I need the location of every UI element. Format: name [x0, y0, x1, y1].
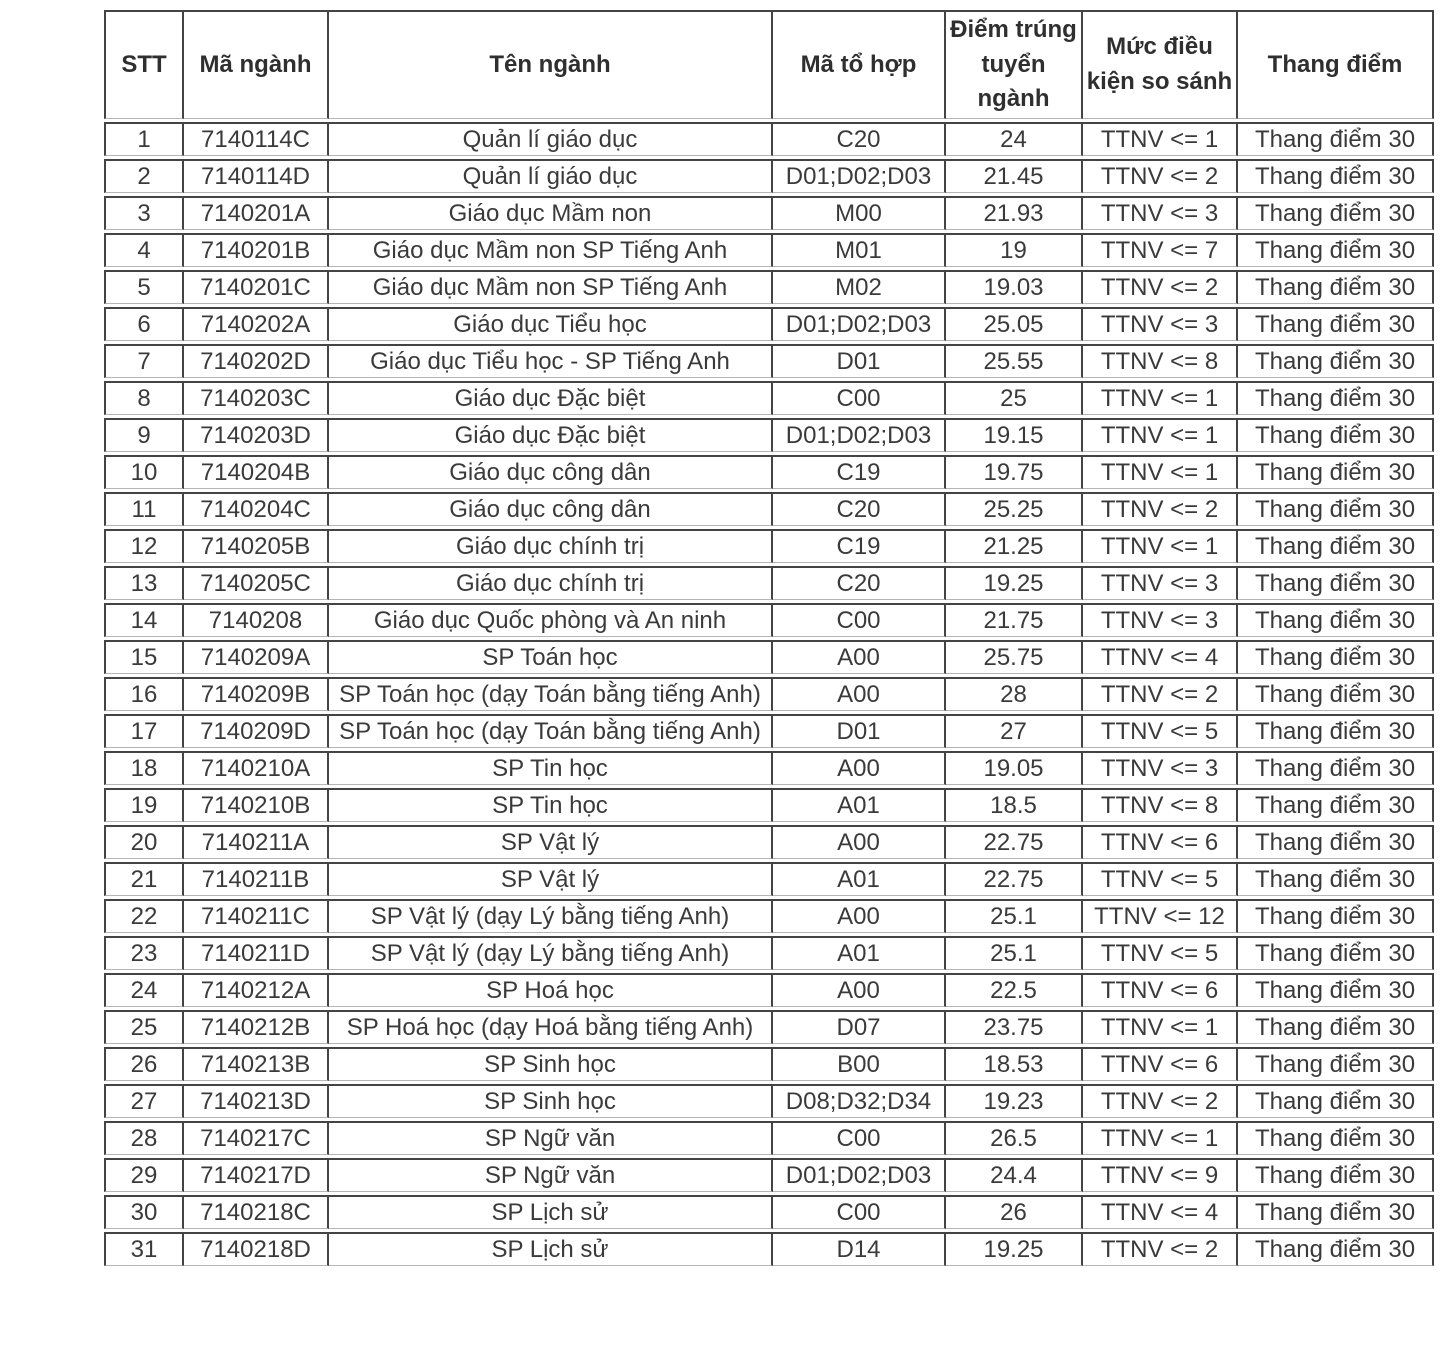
cell-stt: 11	[104, 492, 184, 526]
cell-stt: 10	[104, 455, 184, 489]
cell-ma-nganh: 7140211C	[184, 899, 329, 933]
cell-ma-nganh: 7140217D	[184, 1158, 329, 1192]
cell-diem: 19.75	[946, 455, 1083, 489]
cell-diem: 25.1	[946, 936, 1083, 970]
table-row	[104, 270, 1434, 304]
cell-thang-diem: Thang điểm 30	[1238, 1010, 1434, 1044]
table-row	[104, 1047, 1434, 1081]
cell-muc-dieu-kien: TTNV <= 1	[1083, 455, 1238, 489]
cell-ma-to-hop: A01	[773, 788, 946, 822]
cell-ma-to-hop: A00	[773, 825, 946, 859]
cell-thang-diem: Thang điểm 30	[1238, 122, 1434, 156]
table-row	[104, 973, 1434, 1007]
cell-ma-nganh: 7140114C	[184, 122, 329, 156]
cell-ten-nganh: Giáo dục công dân	[329, 492, 773, 526]
cell-ma-nganh: 7140202A	[184, 307, 329, 341]
cell-ma-nganh: 7140211A	[184, 825, 329, 859]
cell-thang-diem: Thang điểm 30	[1238, 159, 1434, 193]
cell-diem: 25.25	[946, 492, 1083, 526]
table-row	[104, 899, 1434, 933]
header-ma-nganh: Mã ngành	[184, 10, 329, 119]
cell-diem: 22.5	[946, 973, 1083, 1007]
table-row	[104, 788, 1434, 822]
cell-stt: 2	[104, 159, 184, 193]
cell-ten-nganh: SP Lịch sử	[329, 1232, 773, 1266]
table-row	[104, 455, 1434, 489]
cell-ma-nganh: 7140205B	[184, 529, 329, 563]
table-row	[104, 640, 1434, 674]
cell-muc-dieu-kien: TTNV <= 1	[1083, 1010, 1238, 1044]
cell-ma-nganh: 7140213B	[184, 1047, 329, 1081]
cell-muc-dieu-kien: TTNV <= 1	[1083, 1121, 1238, 1155]
cell-thang-diem: Thang điểm 30	[1238, 788, 1434, 822]
cell-stt: 21	[104, 862, 184, 896]
table-row	[104, 418, 1434, 452]
table-header-row	[104, 10, 1434, 119]
cell-ma-nganh: 7140203C	[184, 381, 329, 415]
cell-muc-dieu-kien: TTNV <= 2	[1083, 159, 1238, 193]
admission-scores-table	[104, 7, 1434, 1269]
cell-ma-to-hop: A00	[773, 751, 946, 785]
cell-muc-dieu-kien: TTNV <= 2	[1083, 1232, 1238, 1266]
table-row	[104, 825, 1434, 859]
cell-ma-nganh: 7140209B	[184, 677, 329, 711]
table-row	[104, 529, 1434, 563]
cell-ma-to-hop: B00	[773, 1047, 946, 1081]
cell-diem: 18.5	[946, 788, 1083, 822]
cell-ma-nganh: 7140201C	[184, 270, 329, 304]
cell-diem: 19.25	[946, 566, 1083, 600]
cell-ma-nganh: 7140204C	[184, 492, 329, 526]
cell-ma-nganh: 7140213D	[184, 1084, 329, 1118]
cell-stt: 26	[104, 1047, 184, 1081]
cell-ten-nganh: Giáo dục Tiểu học	[329, 307, 773, 341]
cell-muc-dieu-kien: TTNV <= 5	[1083, 714, 1238, 748]
cell-ma-to-hop: C00	[773, 1121, 946, 1155]
header-thang-diem: Thang điểm	[1238, 10, 1434, 119]
cell-thang-diem: Thang điểm 30	[1238, 492, 1434, 526]
cell-ma-nganh: 7140212B	[184, 1010, 329, 1044]
cell-diem: 21.25	[946, 529, 1083, 563]
cell-ten-nganh: SP Hoá học	[329, 973, 773, 1007]
cell-diem: 22.75	[946, 862, 1083, 896]
cell-stt: 9	[104, 418, 184, 452]
cell-stt: 16	[104, 677, 184, 711]
cell-diem: 27	[946, 714, 1083, 748]
cell-stt: 7	[104, 344, 184, 378]
cell-stt: 5	[104, 270, 184, 304]
cell-stt: 27	[104, 1084, 184, 1118]
cell-ten-nganh: Giáo dục Đặc biệt	[329, 418, 773, 452]
cell-diem: 23.75	[946, 1010, 1083, 1044]
table-row	[104, 1195, 1434, 1229]
cell-ma-nganh: 7140114D	[184, 159, 329, 193]
cell-stt: 18	[104, 751, 184, 785]
cell-ma-to-hop: D08;D32;D34	[773, 1084, 946, 1118]
table-row	[104, 122, 1434, 156]
cell-ten-nganh: SP Toán học (dạy Toán bằng tiếng Anh)	[329, 677, 773, 711]
table-row	[104, 196, 1434, 230]
cell-diem: 21.75	[946, 603, 1083, 637]
cell-muc-dieu-kien: TTNV <= 2	[1083, 677, 1238, 711]
table-row	[104, 1232, 1434, 1266]
cell-ten-nganh: SP Lịch sử	[329, 1195, 773, 1229]
cell-thang-diem: Thang điểm 30	[1238, 603, 1434, 637]
cell-muc-dieu-kien: TTNV <= 4	[1083, 640, 1238, 674]
cell-ten-nganh: Quản lí giáo dục	[329, 159, 773, 193]
cell-ma-nganh: 7140209D	[184, 714, 329, 748]
cell-thang-diem: Thang điểm 30	[1238, 1047, 1434, 1081]
table-row	[104, 714, 1434, 748]
cell-thang-diem: Thang điểm 30	[1238, 233, 1434, 267]
cell-ma-to-hop: C00	[773, 603, 946, 637]
table-row	[104, 307, 1434, 341]
cell-ma-to-hop: C00	[773, 381, 946, 415]
cell-ma-nganh: 7140201B	[184, 233, 329, 267]
cell-ma-to-hop: M02	[773, 270, 946, 304]
cell-stt: 20	[104, 825, 184, 859]
cell-ten-nganh: SP Toán học (dạy Toán bằng tiếng Anh)	[329, 714, 773, 748]
cell-stt: 19	[104, 788, 184, 822]
cell-muc-dieu-kien: TTNV <= 2	[1083, 270, 1238, 304]
cell-muc-dieu-kien: TTNV <= 3	[1083, 196, 1238, 230]
cell-muc-dieu-kien: TTNV <= 1	[1083, 529, 1238, 563]
cell-ma-nganh: 7140203D	[184, 418, 329, 452]
cell-muc-dieu-kien: TTNV <= 4	[1083, 1195, 1238, 1229]
cell-stt: 3	[104, 196, 184, 230]
cell-muc-dieu-kien: TTNV <= 6	[1083, 1047, 1238, 1081]
cell-ten-nganh: SP Tin học	[329, 751, 773, 785]
cell-diem: 19.03	[946, 270, 1083, 304]
cell-ma-to-hop: D01;D02;D03	[773, 1158, 946, 1192]
cell-diem: 22.75	[946, 825, 1083, 859]
cell-stt: 22	[104, 899, 184, 933]
cell-ten-nganh: Giáo dục Đặc biệt	[329, 381, 773, 415]
cell-thang-diem: Thang điểm 30	[1238, 529, 1434, 563]
table-row	[104, 492, 1434, 526]
cell-diem: 21.93	[946, 196, 1083, 230]
cell-ma-to-hop: D01;D02;D03	[773, 418, 946, 452]
table-row	[104, 677, 1434, 711]
table-row	[104, 751, 1434, 785]
cell-stt: 29	[104, 1158, 184, 1192]
cell-muc-dieu-kien: TTNV <= 3	[1083, 566, 1238, 600]
cell-ma-nganh: 7140204B	[184, 455, 329, 489]
cell-ten-nganh: SP Hoá học (dạy Hoá bằng tiếng Anh)	[329, 1010, 773, 1044]
cell-ma-nganh: 7140212A	[184, 973, 329, 1007]
cell-thang-diem: Thang điểm 30	[1238, 455, 1434, 489]
cell-stt: 17	[104, 714, 184, 748]
table-body	[104, 122, 1434, 1266]
cell-thang-diem: Thang điểm 30	[1238, 899, 1434, 933]
cell-ma-to-hop: D01	[773, 714, 946, 748]
cell-muc-dieu-kien: TTNV <= 5	[1083, 936, 1238, 970]
cell-ma-nganh: 7140202D	[184, 344, 329, 378]
cell-ma-to-hop: D01	[773, 344, 946, 378]
cell-ten-nganh: SP Sinh học	[329, 1084, 773, 1118]
cell-thang-diem: Thang điểm 30	[1238, 677, 1434, 711]
cell-stt: 28	[104, 1121, 184, 1155]
cell-diem: 19	[946, 233, 1083, 267]
cell-muc-dieu-kien: TTNV <= 8	[1083, 344, 1238, 378]
cell-ma-to-hop: M00	[773, 196, 946, 230]
table-row	[104, 1121, 1434, 1155]
cell-ten-nganh: Giáo dục Tiểu học - SP Tiếng Anh	[329, 344, 773, 378]
cell-diem: 25.55	[946, 344, 1083, 378]
header-stt: STT	[104, 10, 184, 119]
cell-diem: 25.1	[946, 899, 1083, 933]
table-row	[104, 1010, 1434, 1044]
cell-muc-dieu-kien: TTNV <= 5	[1083, 862, 1238, 896]
cell-ten-nganh: SP Ngữ văn	[329, 1158, 773, 1192]
cell-thang-diem: Thang điểm 30	[1238, 418, 1434, 452]
cell-thang-diem: Thang điểm 30	[1238, 307, 1434, 341]
cell-ma-to-hop: C19	[773, 529, 946, 563]
cell-diem: 26.5	[946, 1121, 1083, 1155]
table-row	[104, 344, 1434, 378]
cell-ma-to-hop: A01	[773, 936, 946, 970]
cell-muc-dieu-kien: TTNV <= 2	[1083, 1084, 1238, 1118]
cell-ma-nganh: 7140211D	[184, 936, 329, 970]
table-row	[104, 1084, 1434, 1118]
cell-diem: 21.45	[946, 159, 1083, 193]
cell-ma-to-hop: D01;D02;D03	[773, 159, 946, 193]
cell-thang-diem: Thang điểm 30	[1238, 751, 1434, 785]
table-row	[104, 1158, 1434, 1192]
cell-ma-to-hop: D01;D02;D03	[773, 307, 946, 341]
cell-diem: 18.53	[946, 1047, 1083, 1081]
cell-muc-dieu-kien: TTNV <= 3	[1083, 603, 1238, 637]
cell-stt: 13	[104, 566, 184, 600]
cell-thang-diem: Thang điểm 30	[1238, 196, 1434, 230]
cell-ten-nganh: SP Vật lý	[329, 862, 773, 896]
cell-thang-diem: Thang điểm 30	[1238, 1084, 1434, 1118]
table-row	[104, 381, 1434, 415]
cell-ma-nganh: 7140210A	[184, 751, 329, 785]
cell-muc-dieu-kien: TTNV <= 6	[1083, 973, 1238, 1007]
cell-ten-nganh: Quản lí giáo dục	[329, 122, 773, 156]
cell-muc-dieu-kien: TTNV <= 9	[1083, 1158, 1238, 1192]
cell-diem: 25.75	[946, 640, 1083, 674]
table-row	[104, 936, 1434, 970]
table-row	[104, 566, 1434, 600]
cell-stt: 4	[104, 233, 184, 267]
cell-thang-diem: Thang điểm 30	[1238, 862, 1434, 896]
cell-stt: 14	[104, 603, 184, 637]
cell-thang-diem: Thang điểm 30	[1238, 566, 1434, 600]
cell-ma-to-hop: C20	[773, 122, 946, 156]
table-row	[104, 233, 1434, 267]
header-ten-nganh: Tên ngành	[329, 10, 773, 119]
cell-stt: 6	[104, 307, 184, 341]
cell-ten-nganh: Giáo dục chính trị	[329, 566, 773, 600]
cell-diem: 19.25	[946, 1232, 1083, 1266]
cell-stt: 15	[104, 640, 184, 674]
cell-ma-to-hop: A01	[773, 862, 946, 896]
cell-diem: 24	[946, 122, 1083, 156]
cell-ma-nganh: 7140217C	[184, 1121, 329, 1155]
cell-muc-dieu-kien: TTNV <= 6	[1083, 825, 1238, 859]
cell-thang-diem: Thang điểm 30	[1238, 936, 1434, 970]
cell-diem: 19.15	[946, 418, 1083, 452]
cell-ten-nganh: Giáo dục Quốc phòng và An ninh	[329, 603, 773, 637]
cell-thang-diem: Thang điểm 30	[1238, 1158, 1434, 1192]
cell-ma-to-hop: M01	[773, 233, 946, 267]
cell-ma-to-hop: A00	[773, 640, 946, 674]
cell-ten-nganh: Giáo dục Mầm non	[329, 196, 773, 230]
cell-ma-to-hop: C20	[773, 492, 946, 526]
cell-thang-diem: Thang điểm 30	[1238, 973, 1434, 1007]
cell-stt: 1	[104, 122, 184, 156]
cell-ma-nganh: 7140211B	[184, 862, 329, 896]
cell-muc-dieu-kien: TTNV <= 1	[1083, 381, 1238, 415]
cell-diem: 19.05	[946, 751, 1083, 785]
cell-ma-nganh: 7140209A	[184, 640, 329, 674]
table-row	[104, 603, 1434, 637]
cell-ma-nganh: 7140218D	[184, 1232, 329, 1266]
cell-diem: 28	[946, 677, 1083, 711]
cell-ten-nganh: SP Vật lý (dạy Lý bằng tiếng Anh)	[329, 936, 773, 970]
cell-ten-nganh: SP Sinh học	[329, 1047, 773, 1081]
table-header	[104, 10, 1434, 119]
header-ma-to-hop: Mã tổ hợp	[773, 10, 946, 119]
cell-muc-dieu-kien: TTNV <= 12	[1083, 899, 1238, 933]
cell-muc-dieu-kien: TTNV <= 1	[1083, 418, 1238, 452]
table-row	[104, 159, 1434, 193]
cell-diem: 24.4	[946, 1158, 1083, 1192]
cell-muc-dieu-kien: TTNV <= 1	[1083, 122, 1238, 156]
cell-diem: 25.05	[946, 307, 1083, 341]
cell-muc-dieu-kien: TTNV <= 3	[1083, 307, 1238, 341]
cell-stt: 12	[104, 529, 184, 563]
cell-thang-diem: Thang điểm 30	[1238, 1121, 1434, 1155]
cell-ma-to-hop: A00	[773, 677, 946, 711]
cell-thang-diem: Thang điểm 30	[1238, 825, 1434, 859]
cell-stt: 31	[104, 1232, 184, 1266]
cell-stt: 30	[104, 1195, 184, 1229]
cell-stt: 24	[104, 973, 184, 1007]
cell-diem: 25	[946, 381, 1083, 415]
cell-ten-nganh: SP Toán học	[329, 640, 773, 674]
cell-ma-nganh: 7140201A	[184, 196, 329, 230]
cell-ma-to-hop: C20	[773, 566, 946, 600]
cell-ma-to-hop: D14	[773, 1232, 946, 1266]
cell-ma-to-hop: C00	[773, 1195, 946, 1229]
cell-thang-diem: Thang điểm 30	[1238, 640, 1434, 674]
cell-ten-nganh: SP Vật lý	[329, 825, 773, 859]
cell-ten-nganh: Giáo dục công dân	[329, 455, 773, 489]
cell-ma-nganh: 7140208	[184, 603, 329, 637]
cell-ma-nganh: 7140210B	[184, 788, 329, 822]
cell-muc-dieu-kien: TTNV <= 3	[1083, 751, 1238, 785]
cell-ma-to-hop: A00	[773, 899, 946, 933]
cell-ma-nganh: 7140205C	[184, 566, 329, 600]
cell-ma-to-hop: D07	[773, 1010, 946, 1044]
cell-muc-dieu-kien: TTNV <= 7	[1083, 233, 1238, 267]
cell-ten-nganh: Giáo dục Mầm non SP Tiếng Anh	[329, 233, 773, 267]
table-row	[104, 862, 1434, 896]
cell-thang-diem: Thang điểm 30	[1238, 381, 1434, 415]
cell-diem: 26	[946, 1195, 1083, 1229]
cell-diem: 19.23	[946, 1084, 1083, 1118]
cell-ten-nganh: Giáo dục chính trị	[329, 529, 773, 563]
cell-ma-to-hop: A00	[773, 973, 946, 1007]
cell-ten-nganh: SP Tin học	[329, 788, 773, 822]
cell-ten-nganh: SP Vật lý (dạy Lý bằng tiếng Anh)	[329, 899, 773, 933]
cell-stt: 8	[104, 381, 184, 415]
header-muc-dieu-kien: Mức điều kiện so sánh	[1083, 10, 1238, 119]
cell-thang-diem: Thang điểm 30	[1238, 714, 1434, 748]
cell-muc-dieu-kien: TTNV <= 8	[1083, 788, 1238, 822]
cell-thang-diem: Thang điểm 30	[1238, 270, 1434, 304]
cell-stt: 23	[104, 936, 184, 970]
cell-ten-nganh: SP Ngữ văn	[329, 1121, 773, 1155]
cell-ma-to-hop: C19	[773, 455, 946, 489]
cell-thang-diem: Thang điểm 30	[1238, 1195, 1434, 1229]
cell-ten-nganh: Giáo dục Mầm non SP Tiếng Anh	[329, 270, 773, 304]
cell-muc-dieu-kien: TTNV <= 2	[1083, 492, 1238, 526]
header-diem-trung-tuyen: Điểm trúng tuyển ngành	[946, 10, 1083, 119]
cell-thang-diem: Thang điểm 30	[1238, 1232, 1434, 1266]
cell-thang-diem: Thang điểm 30	[1238, 344, 1434, 378]
cell-stt: 25	[104, 1010, 184, 1044]
cell-ma-nganh: 7140218C	[184, 1195, 329, 1229]
